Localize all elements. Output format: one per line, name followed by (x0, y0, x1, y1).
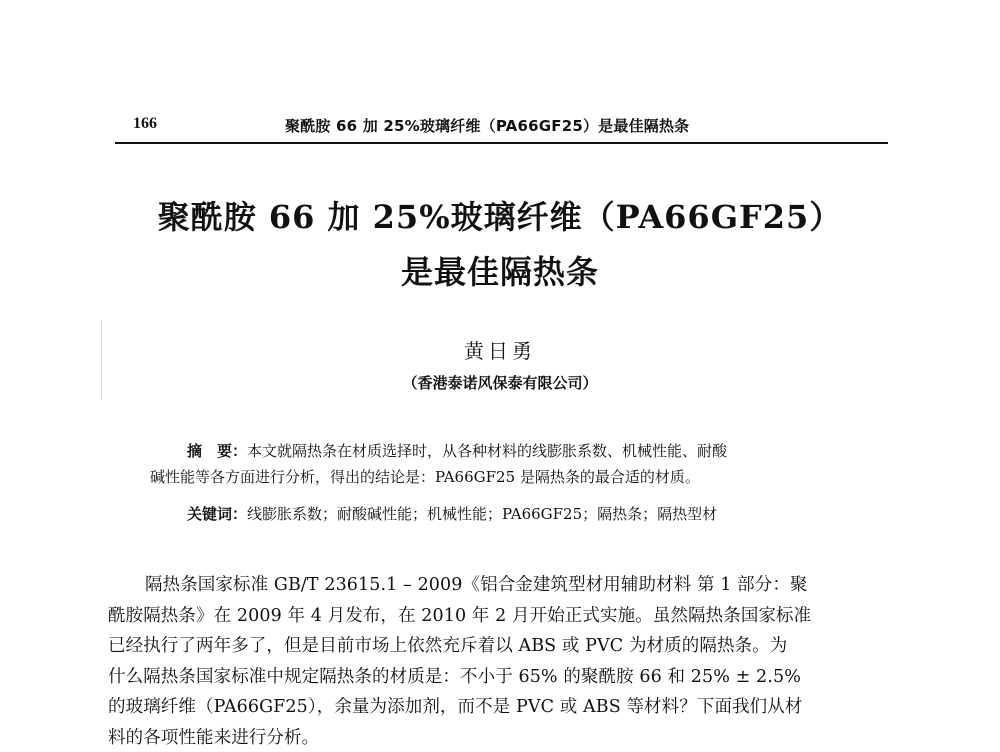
abstract-line-1 (150, 438, 870, 464)
abstract (150, 438, 870, 490)
author-name: 黄日勇 (464, 339, 536, 363)
body-paragraph (108, 570, 888, 752)
running-header (115, 108, 888, 144)
body-line: 隔热条国家标准 GB/T 23615.1 – 2009《铝合金建筑型材用辅助材料 第 1 部分：聚 (145, 575, 808, 595)
keywords-text: 线膨胀系数；耐酸碱性能；机械性能；PA66GF25；隔热条；隔热型材 (247, 505, 718, 523)
body-line: 酰胺隔热条》在 2009 年 4 月发布，在 2010 年 2 月开始正式实施。虽然隔热条国家标准 (108, 605, 812, 626)
abstract-label: 摘 要： (187, 442, 248, 460)
author-affiliation: （香港泰诺风保泰有限公司） (402, 374, 598, 392)
body-line: 的玻璃纤维（PA66GF25），余量为添加剂，而不是 PVC 或 ABS 等材料？下面我们从材 (108, 697, 803, 717)
page-number: 166 (133, 115, 157, 132)
abstract-line-2: 碱性能等各方面进行分析，得出的结论是：PA66GF25 是隔热条的最合适的材质。 (150, 468, 700, 486)
article-title-line-2: 是最佳隔热条 (400, 253, 599, 291)
body-line: 什么隔热条国家标准中规定隔热条的材质是：不小于 65% 的聚酰胺 66 和 25% ± 2.5% (108, 666, 801, 687)
article-title-line-1: 聚酰胺 66 加 25%玻璃纤维（PA66GF25） (157, 198, 843, 236)
keywords-label: 关键词： (187, 505, 248, 523)
body-line: 料的各项性能来进行分析。 (108, 727, 320, 748)
scan-margin-mark (101, 320, 102, 400)
body-line: 已经执行了两年多了，但是目前市场上依然充斥着以 ABS 或 PVC 为材质的隔热条。为 (108, 636, 788, 656)
abstract-text-1: 本文就隔热条在材质选择时，从各种材料的线膨胀系数、机械性能、耐酸 (247, 442, 728, 460)
running-title: 聚酰胺 66 加 25%玻璃纤维（PA66GF25）是最佳隔热条 (285, 117, 690, 135)
keywords (187, 501, 887, 527)
